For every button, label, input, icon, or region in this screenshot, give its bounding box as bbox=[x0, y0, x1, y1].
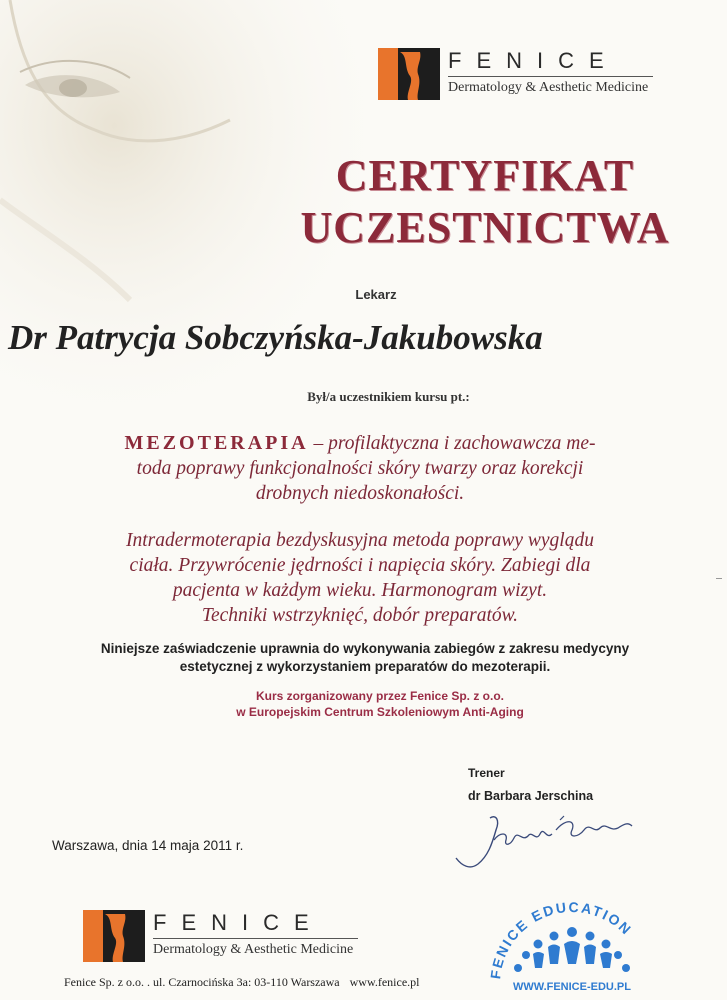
certificate-title bbox=[250, 150, 720, 254]
footer-address bbox=[64, 975, 420, 990]
fenice-figure-icon bbox=[83, 910, 145, 962]
logo-subtitle: Dermatology & Aesthetic Medicine bbox=[153, 942, 354, 957]
authorization-line: estetycznej z wykorzystaniem preparatów do mezoterapii. bbox=[179, 659, 551, 674]
edu-people-icon bbox=[514, 927, 630, 972]
course-detail-line: Techniki wstrzyknięć, dobór preparatów. bbox=[201, 605, 519, 626]
title-line-2: UCZESTNICTWA bbox=[300, 203, 670, 252]
course-detail-line: Intradermoterapia bezdyskusyjna metoda poprawy wyglądu bbox=[126, 530, 594, 551]
course-desc-line: toda poprawy funkcjonalności skóry twarzy oraz korekcji bbox=[136, 458, 584, 479]
title-line-1: CERTYFIKAT bbox=[335, 151, 635, 200]
fenice-education-logo bbox=[478, 892, 668, 992]
issue-date: Warszawa, dnia 14 maja 2011 r. bbox=[52, 838, 244, 853]
footer-website: www.fenice.pl bbox=[349, 975, 420, 989]
recipient-name: Dr Patrycja Sobczyńska-Jakubowska bbox=[8, 318, 543, 357]
course-name: MEZOTERAPIA bbox=[124, 432, 309, 454]
logo-subtitle: Dermatology & Aesthetic Medicine bbox=[448, 80, 649, 95]
edu-url: WWW.FENICE-EDU.PL bbox=[513, 981, 631, 992]
course-detail-line: pacjenta w każdym wieku. Harmonogram wizyt. bbox=[172, 580, 548, 601]
course-intro: Był/a uczestnikiem kursu pt.: bbox=[307, 389, 470, 404]
recipient-label: Lekarz bbox=[355, 287, 397, 302]
organizer-line: w Europejskim Centrum Szkoleniowym Anti-Aging bbox=[236, 705, 524, 719]
course-desc-line: – profilaktyczna i zachowawcza me- bbox=[313, 433, 596, 454]
authorization-statement bbox=[30, 640, 700, 676]
svg-text:FENICE EDUCATION bbox=[487, 899, 635, 980]
authorization-line: Niniejsze zaświadczenie uprawnia do wykonywania zabiegów z zakresu medycyny bbox=[100, 641, 630, 656]
organizer-statement bbox=[60, 688, 700, 720]
fenice-logo-top bbox=[378, 48, 653, 100]
footer-address-text: Fenice Sp. z o.o. . ul. Czarnocińska 3a: 03-110 Warszawa bbox=[64, 975, 340, 989]
course-detail-line: ciała. Przywrócenie jędrności i napięcia skóry. Zabiegi dla bbox=[129, 555, 591, 576]
trainer-name: dr Barbara Jerschina bbox=[468, 789, 594, 803]
fenice-figure-icon bbox=[378, 48, 440, 100]
organizer-line: Kurs zorganizowany przez Fenice Sp. z o.o. bbox=[255, 689, 505, 703]
course-details bbox=[40, 528, 680, 628]
course-description bbox=[40, 431, 680, 506]
trainer-signature bbox=[448, 800, 648, 880]
course-desc-line: drobnych niedoskonałości. bbox=[255, 483, 465, 504]
fenice-logo-bottom bbox=[83, 910, 358, 962]
logo-name: FENICE bbox=[153, 910, 324, 935]
edu-arc-text: FENICE EDUCATION bbox=[487, 898, 636, 980]
trainer-label: Trener bbox=[468, 766, 505, 780]
scan-edge-mark bbox=[716, 578, 722, 579]
logo-name: FENICE bbox=[448, 48, 619, 73]
